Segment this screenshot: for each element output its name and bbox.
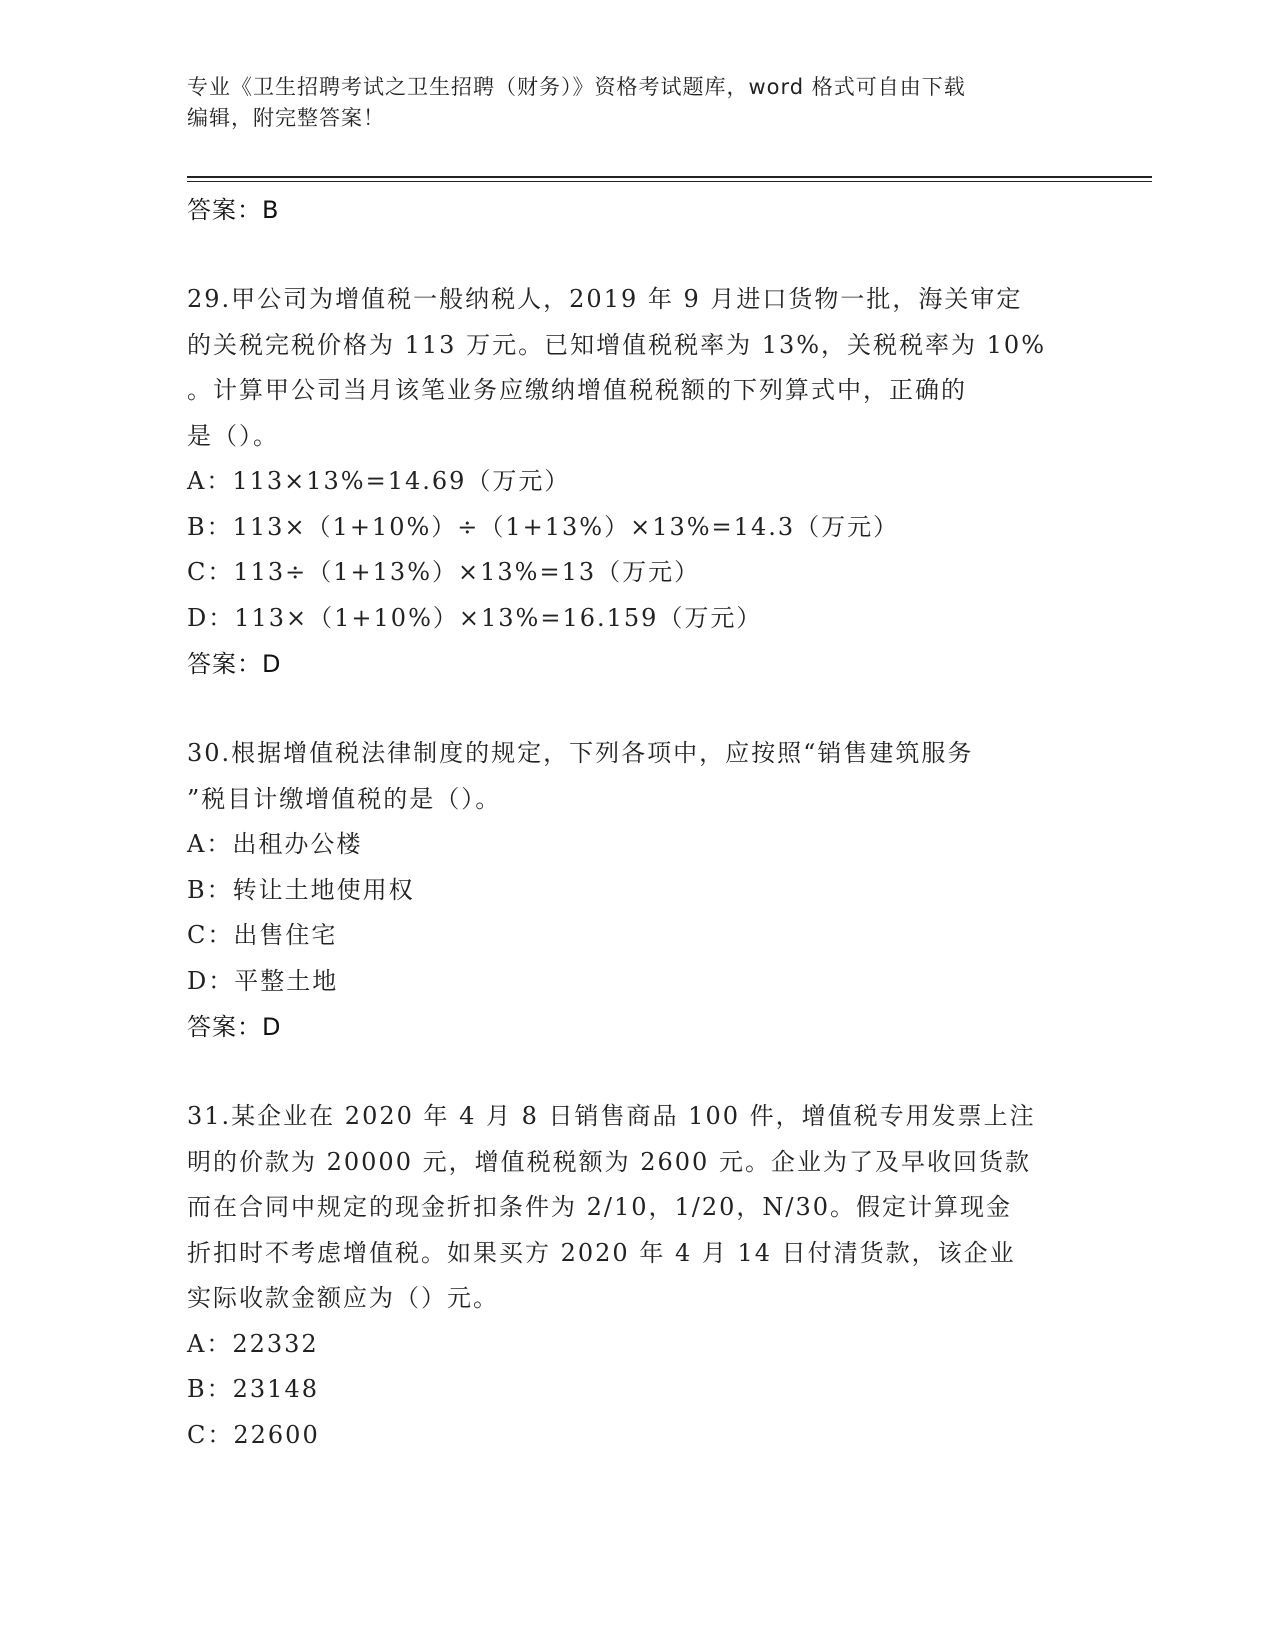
option-a: A：22332 xyxy=(187,1329,319,1358)
option-b: B：113×（1+10%）÷（1+13%）×13%=14.3（万元） xyxy=(187,512,900,541)
option-b: B：23148 xyxy=(187,1375,319,1403)
stem-line: 的关税完税价格为 113 万元。已知增值税税率为 13%，关税税率为 10% xyxy=(187,330,1047,359)
header-divider xyxy=(187,176,1152,178)
option-a: A：113×13%=14.69（万元） xyxy=(187,467,571,495)
header-divider xyxy=(187,181,1152,182)
header-line: 编辑，附完整答案！ xyxy=(187,106,385,130)
option-b: B：转让土地使用权 xyxy=(187,875,415,904)
stem-line: 30.根据增值税法律制度的规定，下列各项中，应按照“销售建筑服务 xyxy=(187,739,974,767)
header-line: 专业《卫生招聘考试之卫生招聘（财务）》资格考试题库，word 格式可自由下载 xyxy=(187,75,966,99)
question-stem xyxy=(187,277,1087,459)
option-c: C：22600 xyxy=(187,1420,320,1449)
answer-line: 答案：D xyxy=(187,650,282,678)
stem-line: 折扣时不考虑增值税。如果买方 2020 年 4 月 14 日付清货款，该企业 xyxy=(187,1238,1016,1267)
stem-line: 实际收款金额应为（）元。 xyxy=(187,1284,499,1312)
page-header xyxy=(187,72,1087,134)
stem-line: ”税目计缴增值税的是（）。 xyxy=(187,784,502,813)
stem-line: 是（）。 xyxy=(187,421,279,450)
option-d: D：113×（1+10%）×13%=16.159（万元） xyxy=(187,603,763,632)
question-list xyxy=(187,187,1087,1458)
question-29 xyxy=(187,277,1087,687)
option-c: C：113÷（1+13%）×13%=13（万元） xyxy=(187,558,701,586)
answer-line: 答案：B xyxy=(187,196,280,224)
stem-line: 明的价款为 20000 元，增值税税额为 2600 元。企业为了及早收回货款 xyxy=(187,1147,1031,1176)
question-stem xyxy=(187,731,1087,822)
answer-line: 答案：D xyxy=(187,1013,282,1041)
stem-line: 而在合同中规定的现金折扣条件为 2/10，1/20，N/30。假定计算现金 xyxy=(187,1193,1013,1221)
option-d: D：平整土地 xyxy=(187,966,339,995)
question-31 xyxy=(187,1094,1087,1458)
stem-line: 29.甲公司为增值税一般纳税人，2019 年 9 月进口货物一批，海关审定 xyxy=(187,285,1023,313)
question-stem xyxy=(187,1094,1087,1322)
option-a: A：出租办公楼 xyxy=(187,830,363,858)
question-30 xyxy=(187,731,1087,1050)
stem-line: 。计算甲公司当月该笔业务应缴纳增值税税额的下列算式中，正确的 xyxy=(187,376,967,404)
stem-line: 31.某企业在 2020 年 4 月 8 日销售商品 100 件，增值税专用发票上注 xyxy=(187,1102,1036,1130)
option-c: C：出售住宅 xyxy=(187,921,338,949)
